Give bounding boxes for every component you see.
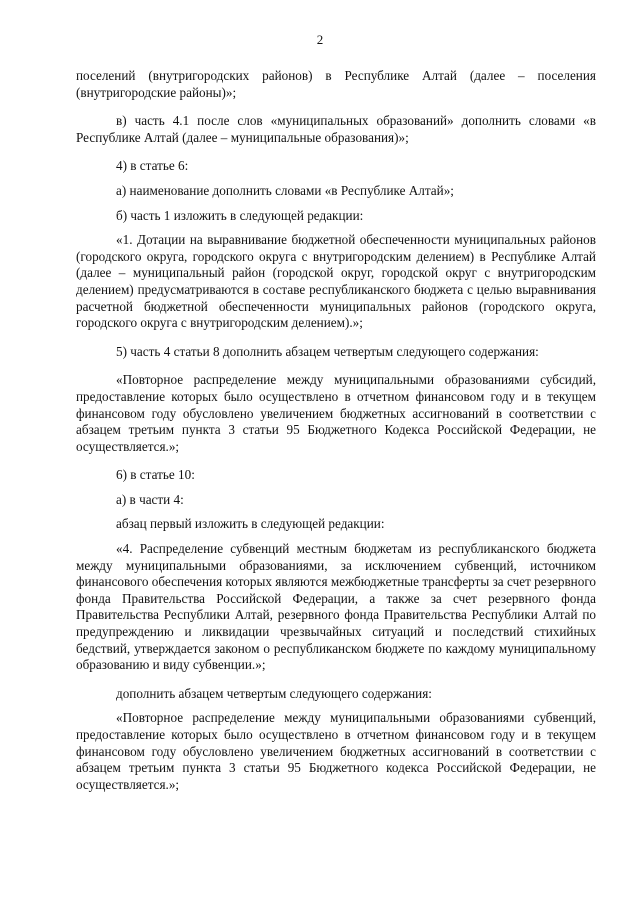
paragraph-item-v: в) часть 4.1 после слов «муниципальных образований» дополнить словами «в Республике Алтай (далее – муниципальные образования)»;	[76, 113, 596, 145]
paragraph-quote-1: «1. Дотации на выравнивание бюджетной обеспеченности муниципальных районов (городского округа, городского округа с внутригородским делением) в Республике Алтай (далее – муниципальный район (городской округ, городской округ с внутригородским делением) предусматриваются в составе республиканского бюджета с целью выравнивания расчетной бюджетной обеспеченности муниципальных районов (городского округа, городского округа с внутригородским делением).»;	[76, 232, 596, 331]
document-body	[76, 68, 596, 805]
paragraph-item-b: б) часть 1 изложить в следующей редакции:	[116, 207, 364, 223]
paragraph-add-abzac: дополнить абзацем четвертым следующего содержания:	[116, 685, 432, 701]
paragraph-continuation: поселений (внутригородских районов) в Республике Алтай (далее – поселения (внутригородские районы)»;	[76, 68, 596, 100]
paragraph-item-6a: а) в части 4:	[116, 491, 184, 507]
paragraph-item-a: а) наименование дополнить словами «в Республике Алтай»;	[116, 182, 454, 198]
paragraph-item-6: 6) в статье 10:	[116, 467, 195, 483]
paragraph-quote-subsidies: «Повторное распределение между муниципальными образованиями субсидий, предоставление которых было осуществлено в отчетном финансовом году и в текущем финансовом году обусловлено увеличением бюджетных ассигнований в соответствии с абзацем третьим пункта 3 статьи 95 Бюджетного Кодекса Российской Федерации, не осуществляется.»;	[76, 372, 596, 454]
paragraph-first-abzac: абзац первый изложить в следующей редакции:	[116, 516, 385, 532]
paragraph-quote-4: «4. Распределение субвенций местным бюджетам из республиканского бюджета между муниципальными образованиями, за исключением субвенций, источником финансового обеспечения которых являются межбюджетные трансферты за счет резервного фонда Правительства Российской Федерации, а также за счет резервного фонда Правительства Республики Алтай, резервного фонда Правительства Республики Алтай по предупреждению и ликвидации чрезвычайных ситуаций и последствий стихийных бедствий, утверждается законом о республиканском бюджете по каждому муниципальному образованию и виду субвенции.»;	[76, 541, 596, 673]
page-number: 2	[316, 32, 324, 47]
paragraph-item-4: 4) в статье 6:	[116, 158, 189, 174]
paragraph-quote-subventions: «Повторное распределение между муниципальными образованиями субвенций, предоставление которых было осуществлено в отчетном финансовом году и в текущем финансовом году обусловлено увеличением бюджетных ассигнований в соответствии с абзацем третьим пункта 3 статьи 95 Бюджетного кодекса Российской Федерации, не осуществляется.»;	[76, 710, 596, 792]
paragraph-item-5: 5) часть 4 статьи 8 дополнить абзацем четвертым следующего содержания:	[116, 343, 539, 359]
